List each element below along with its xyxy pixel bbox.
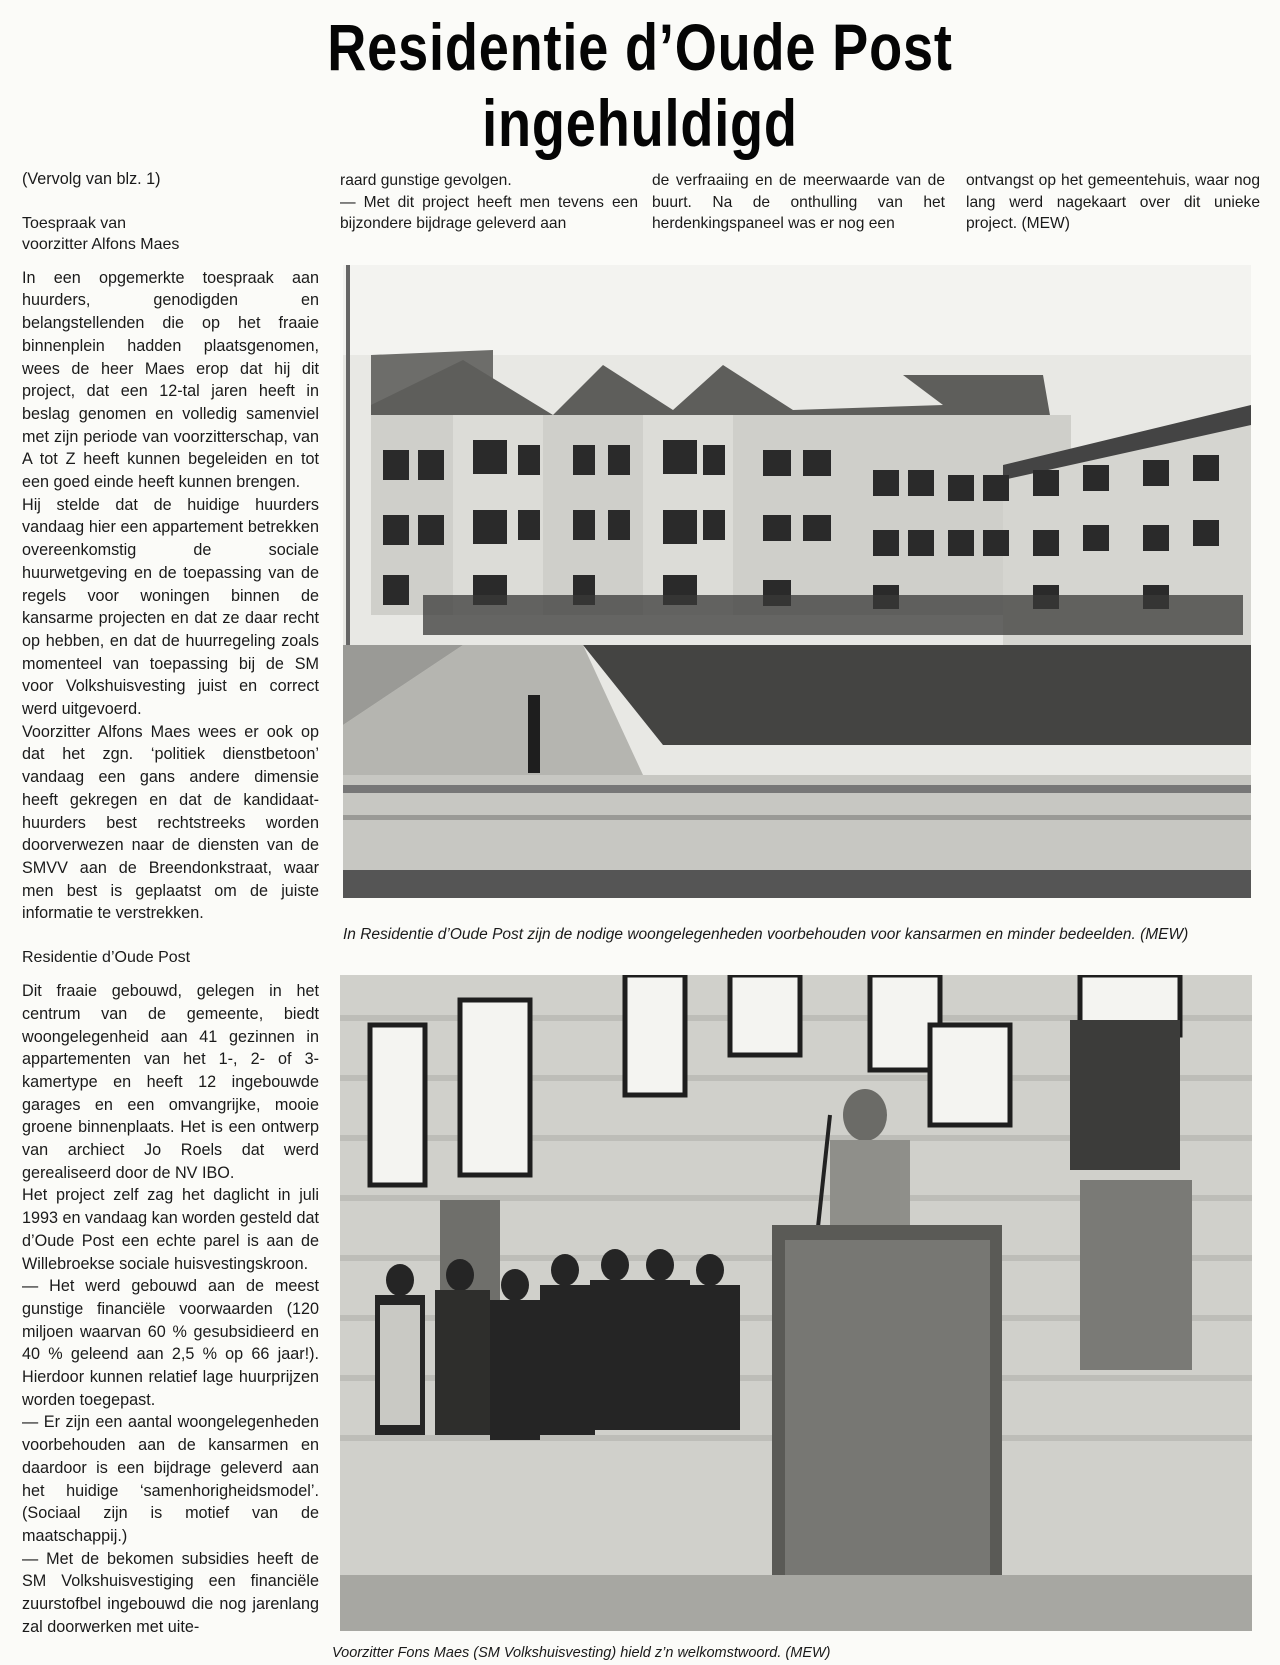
headline-line-2: ingehuldigd (482, 86, 798, 160)
paragraph: — Het werd gebouwd aan de meest gunstige financiële voorwaarden (120 miljoen waarvan 60 % gesubsidieerd en 40 % geleend aan 2,5 % op 66 jaar!). Hierdoor kunnen relatief lage huurprijzen worden toegepast. (22, 1277, 319, 1409)
paragraph: de verfraaiing en de meerwaarde van de buurt. Na de onthulling van het herdenkingspaneel was er nog een (652, 172, 945, 232)
paragraph: Het project zelf zag het daglicht in juli 1993 en vandaag kan worden gesteld dat d’Oude Post een echte parel is aan de Willebroekse sociale huisvestingskroon. (22, 1186, 320, 1273)
paragraph: Hij stelde dat de huidige huurders vandaag hier een appartement betrekken overeenkomstig de sociale huurwetgeving en de toepassing van de regels voor woningen binnen de kansarme projecten en dat ze daar recht op hebben, en dat de huurregeling zoals momenteel van toepassing bij de SM voor Volkshuisvesting juist en correct werd uitgevoerd. (22, 495, 319, 719)
section-heading-residence: Residentie d’Oude Post (22, 949, 191, 967)
paragraph: In een opgemerkte toespraak aan huurders, genodigden en belangstellenden die op het fraaie binnenplein hadden plaatsgenomen, wees de heer Maes erop dat hij dit project, dat een 12-tal jaren heeft in beslag genomen en volledig samenviel met zijn periode van voorzitterschap, van A tot Z heeft kunnen begeleiden en tot een goed einde heeft kunnen brengen. (22, 268, 319, 492)
headline-line-1: Residentie d’Oude Post (327, 10, 953, 84)
photo-2-caption: Voorzitter Fons Maes (SM Volkshuisvesting) hield z’n welkomstwoord. (MEW) (332, 1645, 831, 1661)
paragraph: Dit fraaie gebouwd, gelegen in het centrum van de gemeente, biedt woongelegenheid aan 41 gezinnen in appartementen van het 1-, 2- of 3-kamertype en heeft 12 ingebouwde garages en een omvangrijke, mooie groene binnenplaats. Het is een ontwerp van archiect Jo Roels dat werd gerealiseerd door de NV IBO. (22, 982, 319, 1182)
photo-residence-courtyard (343, 265, 1251, 898)
paragraph: Voorzitter Alfons Maes wees er ook op dat het zgn. ‘politiek dienstbetoon’ vandaag een gans andere dimensie heeft gekregen en dat de kandidaat-huurders best rechtstreeks worden doorverwezen naar de diensten van de SMVV aan de Breendonkstraat, waar men best is geplaatst om de juiste informatie te verstrekken. (22, 722, 319, 923)
column-4 (966, 170, 1260, 235)
column-3 (652, 170, 945, 235)
section-heading-speech-1: Toespraak van (22, 214, 127, 232)
column-2 (340, 170, 638, 235)
left-article-column (22, 168, 319, 1638)
photo-1-caption: In Residentie d’Oude Post zijn de nodige woongelegenheden voorbehouden voor kansarmen en minder bedeelden. (MEW) (343, 926, 1189, 943)
paragraph: — Er zijn een aantal woongelegenheden voorbehouden aan de kansarmen en daardoor is een bijdrage geleverd aan het huidige ‘samenhorigheidsmodel’. (Sociaal zijn is motief van de maatschappij.) (22, 1413, 319, 1545)
paragraph: — Met dit project heeft men tevens een bijzondere bijdrage geleverd aan (340, 193, 638, 232)
paragraph: ontvangst op het gemeentehuis, waar nog lang werd nagekaart over dit unieke project. (MEW) (966, 172, 1260, 232)
continued-note: (Vervolg van blz. 1) (22, 170, 161, 188)
section-heading-speech-2: voorzitter Alfons Maes (22, 235, 180, 253)
paragraph: raard gunstige gevolgen. (340, 172, 512, 189)
photo-speaker-podium (340, 975, 1252, 1631)
paragraph: — Met de bekomen subsidies heeft de SM Volkshuisvestiging een financiële zuurstofbel ingebouwd die nog jarenlang zal doorwerken met uite- (22, 1549, 319, 1636)
